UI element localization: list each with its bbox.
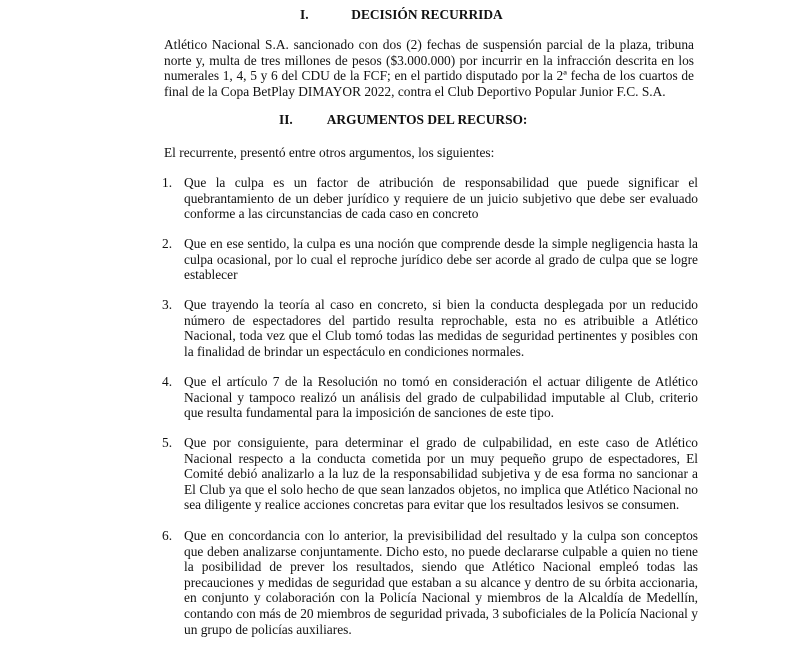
section-1-title: DECISIÓN RECURRIDA	[351, 7, 503, 22]
argument-text: Que en ese sentido, la culpa es una noción que comprende desde la simple negligencia hasta la culpa ocasional, por lo cual el reproche jurídico debe ser acorde al grado de culpa que se logre establecer	[184, 236, 698, 283]
section-2-number: II.	[279, 112, 293, 127]
argument-number: 2.	[162, 236, 173, 251]
argument-text: Que en concordancia con lo anterior, la previsibilidad del resultado y la culpa son conceptos que deben analizarse conjuntamente. Dicho esto, no puede declararse culpable a quien no tiene la posibilidad de prever los resultados, siendo que Atlético Nacional empleó todas las precauciones y medidas de seguridad que estaban a su alcance y dentro de su órbita accionaria, en conjunto y colaboración con la Policía Nacional y miembros de la Alcaldía de Medellín, contando con más de 20 miembros de seguridad privada, 3 suboficiales de la Policía Nacional y un grupo de policías auxiliares.	[184, 528, 698, 637]
argument-text: Que trayendo la teoría al caso en concreto, si bien la conducta desplegada por un reducido número de espectadores del partido resulta reprochable, esta no es atribuible a Atlético Nacional, toda vez que el Club tomó todas las medidas de seguridad pertinentes y posibles con la finalidad de brindar un espectáculo en condiciones normales.	[184, 297, 698, 359]
section-1-number: I.	[300, 7, 309, 22]
argument-text: Que la culpa es un factor de atribución de responsabilidad que puede significar el quebrantamiento de un deber jurídico y requiere de un juicio subjetivo que debe ser evaluado conforme a las circunstancias de cada caso en concreto	[184, 175, 698, 222]
argument-number: 6.	[162, 528, 173, 543]
section-2-heading	[279, 112, 527, 128]
section-2-intro: El recurrente, presentó entre otros argumentos, los siguientes:	[164, 145, 495, 160]
argument-number: 3.	[162, 297, 173, 312]
section-2-title: ARGUMENTOS DEL RECURSO:	[326, 112, 528, 127]
section-1-body: Atlético Nacional S.A. sancionado con dos (2) fechas de suspensión parcial de la plaza, tribuna norte y, multa de tres millones de pesos ($3.000.000) por incurrir en la infracción descrita en los numerales 1, 4, 5 y 6 del CDU de la FCF; en el partido disputado por la 2ª fecha de los cuartos de final de la Copa BetPlay DIMAYOR 2022, contra el Club Deportivo Popular Junior F.C. S.A.	[164, 37, 694, 99]
argument-text: Que el artículo 7 de la Resolución no tomó en consideración el actuar diligente de Atlético Nacional y tampoco realizó un análisis del grado de culpabilidad imputable al Club, criterio que resulta fundamental para la imposición de sanciones de este tipo.	[184, 374, 698, 421]
argument-number: 1.	[162, 175, 173, 190]
argument-number: 5.	[162, 435, 173, 450]
section-1-heading	[300, 7, 503, 23]
argument-text: Que por consiguiente, para determinar el grado de culpabilidad, en este caso de Atlético Nacional respecto a la conducta cometida por un muy pequeño grupo de espectadores, El Comité debió analizarlo a la luz de la responsabilidad subjetiva y de esa forma no sancionar a El Club ya que el solo hecho de que sean lanzados objetos, no implica que Atlético Nacional no sea diligente y realice acciones concretas para evitar que los resultados lesivos se consumen.	[184, 435, 698, 513]
argument-number: 4.	[162, 374, 173, 389]
